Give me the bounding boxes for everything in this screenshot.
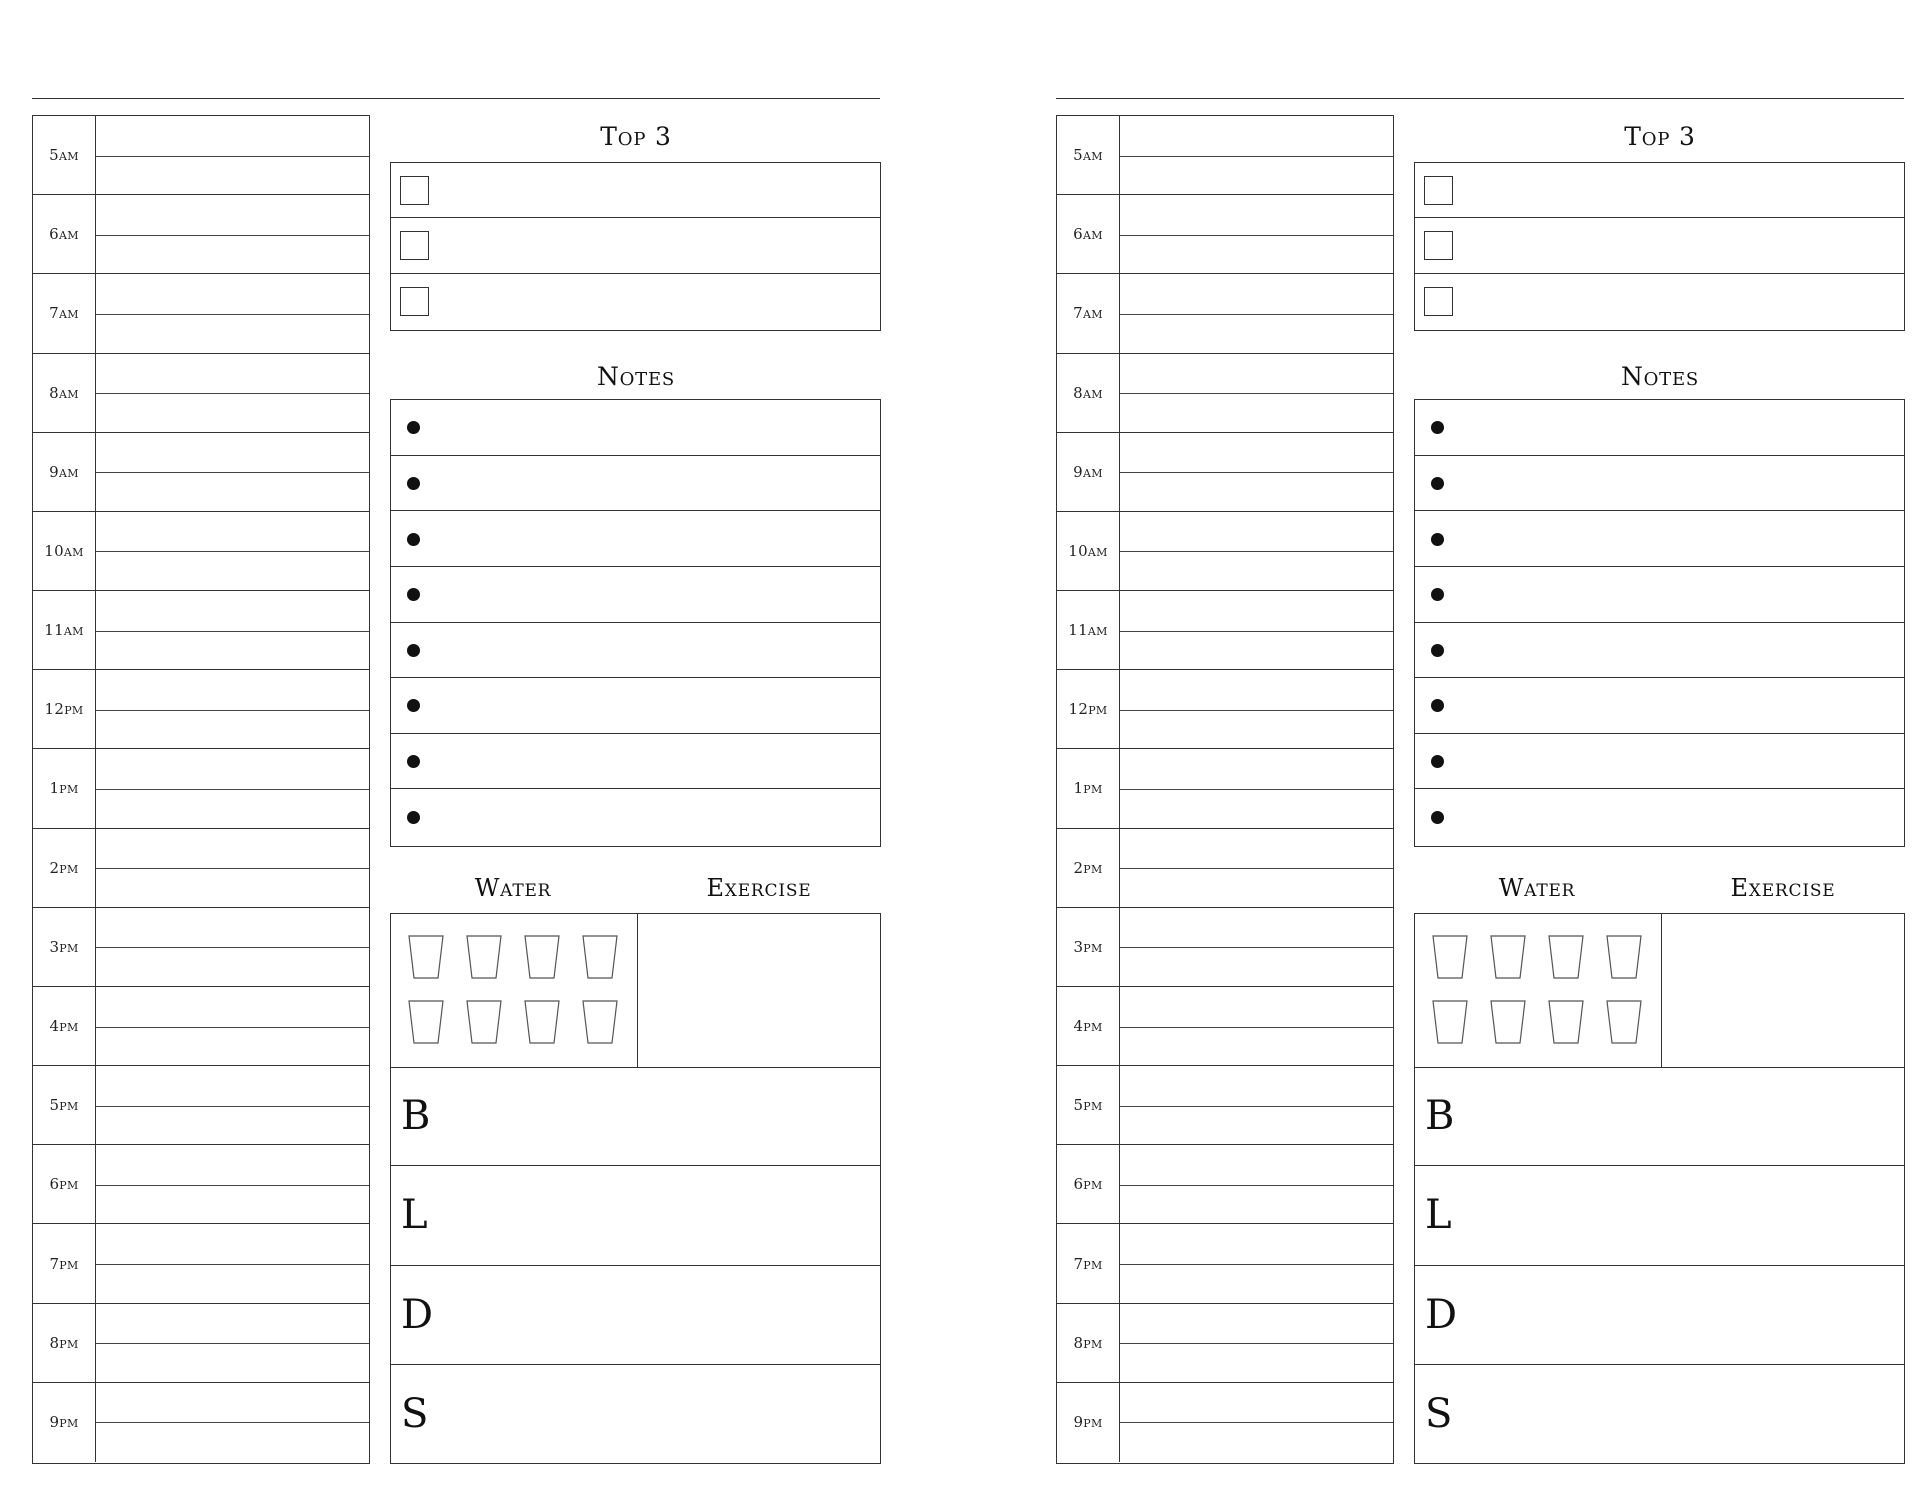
note-line[interactable] (391, 789, 880, 845)
checkbox[interactable] (400, 287, 429, 316)
half-hour-line (1120, 1185, 1393, 1186)
half-hour-line (1120, 472, 1393, 473)
meal-label: L (401, 1192, 428, 1239)
half-hour-line (96, 393, 369, 394)
bullet-icon (407, 533, 420, 546)
meals-box (1414, 1067, 1905, 1464)
hour-row[interactable] (1057, 749, 1393, 828)
bullet-icon (1431, 588, 1444, 601)
half-hour-line (1120, 393, 1393, 394)
water-cup-icon[interactable] (1547, 999, 1585, 1045)
half-hour-line (96, 1422, 369, 1423)
note-line[interactable] (1415, 734, 1904, 790)
half-hour-line (96, 631, 369, 632)
top3-item[interactable] (1415, 274, 1904, 329)
exercise-title: Exercise (1730, 874, 1836, 902)
half-hour-line (1120, 1264, 1393, 1265)
hour-row[interactable] (33, 433, 369, 512)
half-hour-line (96, 947, 369, 948)
top3-list (1414, 162, 1905, 331)
hour-label: 3pm (1057, 908, 1120, 986)
bullet-icon (407, 755, 420, 768)
water-cup-icon[interactable] (1431, 934, 1469, 980)
hour-label: 5am (1057, 116, 1120, 194)
hour-label: 8am (33, 354, 96, 432)
hour-row[interactable] (33, 195, 369, 274)
hour-label: 9am (33, 433, 96, 511)
hour-label: 7pm (33, 1224, 96, 1302)
hour-label: 9pm (33, 1383, 96, 1462)
half-hour-line (96, 1185, 369, 1186)
hour-label: 6am (1057, 195, 1120, 273)
note-line[interactable] (1415, 678, 1904, 734)
half-hour-line (1120, 551, 1393, 552)
water-cup-icon[interactable] (523, 999, 561, 1045)
half-hour-line (1120, 1422, 1393, 1423)
hourly-schedule (1056, 115, 1394, 1464)
hour-row[interactable] (33, 987, 369, 1066)
notes-title: Notes (1620, 362, 1700, 391)
water-cup-icon[interactable] (465, 934, 503, 980)
hour-label: 5am (33, 116, 96, 194)
top3-list (390, 162, 881, 331)
water-cup-icon[interactable] (1489, 999, 1527, 1045)
hourly-schedule (32, 115, 370, 1464)
half-hour-line (1120, 868, 1393, 869)
hour-label: 6pm (1057, 1145, 1120, 1223)
half-hour-line (96, 1027, 369, 1028)
note-line[interactable] (1415, 623, 1904, 679)
meal-label: D (401, 1291, 434, 1338)
note-line[interactable] (391, 511, 880, 567)
hour-label: 2pm (1057, 829, 1120, 907)
hour-row[interactable] (1057, 1145, 1393, 1224)
water-cup-icon[interactable] (523, 934, 561, 980)
hour-row[interactable] (33, 512, 369, 591)
hour-row[interactable] (33, 354, 369, 433)
bullet-icon (407, 477, 420, 490)
hour-label: 4pm (33, 987, 96, 1065)
half-hour-line (1120, 156, 1393, 157)
hour-label: 10am (1057, 512, 1120, 590)
water-cup-icon[interactable] (465, 999, 503, 1045)
hour-label: 1pm (33, 749, 96, 827)
hour-label: 4pm (1057, 987, 1120, 1065)
hour-label: 7am (1057, 274, 1120, 352)
hour-row[interactable] (33, 1066, 369, 1145)
note-line[interactable] (391, 567, 880, 623)
hour-row[interactable] (1057, 591, 1393, 670)
hour-label: 5pm (1057, 1066, 1120, 1144)
top3-item[interactable] (1415, 218, 1904, 273)
exercise-title: Exercise (706, 874, 812, 902)
top3-title: Top 3 (1624, 122, 1696, 151)
top3-item[interactable] (391, 218, 880, 273)
half-hour-line (1120, 1106, 1393, 1107)
planner-page-right (1056, 0, 1906, 1488)
top3-item[interactable] (1415, 163, 1904, 218)
checkbox[interactable] (400, 176, 429, 205)
hour-label: 1pm (1057, 749, 1120, 827)
header-rule (1056, 98, 1904, 99)
water-exercise-box (1414, 913, 1905, 1068)
note-line[interactable] (391, 734, 880, 790)
hour-row[interactable] (1057, 512, 1393, 591)
meal-row[interactable] (391, 1266, 880, 1365)
water-cup-icon[interactable] (1605, 999, 1643, 1045)
half-hour-line (96, 789, 369, 790)
meals-box (390, 1067, 881, 1464)
bullet-icon (1431, 477, 1444, 490)
meal-label: B (401, 1093, 431, 1140)
half-hour-line (96, 868, 369, 869)
bullet-icon (407, 699, 420, 712)
bullet-icon (1431, 811, 1444, 824)
planner-page-left (32, 0, 882, 1488)
half-hour-line (1120, 631, 1393, 632)
hour-label: 9am (1057, 433, 1120, 511)
meal-label: L (1425, 1192, 1452, 1239)
note-line[interactable] (1415, 567, 1904, 623)
notes-list (1414, 399, 1905, 847)
hour-label: 7pm (1057, 1224, 1120, 1302)
half-hour-line (96, 710, 369, 711)
meal-label: S (401, 1391, 429, 1438)
meal-row[interactable] (1415, 1067, 1904, 1166)
checkbox[interactable] (1424, 287, 1453, 316)
water-title: Water (474, 874, 552, 902)
bullet-icon (1431, 533, 1444, 546)
bullet-icon (1431, 421, 1444, 434)
half-hour-line (96, 1106, 369, 1107)
hour-row[interactable] (33, 1383, 369, 1462)
hour-row[interactable] (1057, 829, 1393, 908)
half-hour-line (96, 472, 369, 473)
hour-label: 7am (33, 274, 96, 352)
checkbox[interactable] (1424, 176, 1453, 205)
bullet-icon (1431, 755, 1444, 768)
meal-label: D (1425, 1291, 1458, 1338)
half-hour-line (96, 235, 369, 236)
note-line[interactable] (391, 678, 880, 734)
note-line[interactable] (1415, 456, 1904, 512)
hour-label: 6pm (33, 1145, 96, 1223)
hour-label: 11am (33, 591, 96, 669)
checkbox[interactable] (1424, 231, 1453, 260)
half-hour-line (96, 551, 369, 552)
water-title: Water (1498, 874, 1576, 902)
hour-label: 3pm (33, 908, 96, 986)
hour-label: 12pm (33, 670, 96, 748)
half-hour-line (96, 1343, 369, 1344)
hour-label: 2pm (33, 829, 96, 907)
hour-row[interactable] (1057, 987, 1393, 1066)
hour-row[interactable] (1057, 116, 1393, 195)
water-cup-icon[interactable] (1547, 934, 1585, 980)
hour-row[interactable] (1057, 1383, 1393, 1462)
water-cup-icon[interactable] (1431, 999, 1469, 1045)
hour-label: 9pm (1057, 1383, 1120, 1462)
hour-label: 8am (1057, 354, 1120, 432)
hour-row[interactable] (1057, 1224, 1393, 1303)
meal-row[interactable] (1415, 1266, 1904, 1365)
hour-row[interactable] (1057, 195, 1393, 274)
notes-title: Notes (596, 362, 676, 391)
half-hour-line (1120, 235, 1393, 236)
meal-label: S (1425, 1391, 1453, 1438)
water-cup-icon[interactable] (581, 999, 619, 1045)
half-hour-line (1120, 314, 1393, 315)
half-hour-line (96, 1264, 369, 1265)
hour-row[interactable] (33, 670, 369, 749)
hour-label: 6am (33, 195, 96, 273)
note-line[interactable] (391, 400, 880, 456)
half-hour-line (1120, 1343, 1393, 1344)
water-cup-icon[interactable] (407, 934, 445, 980)
hour-label: 8pm (1057, 1304, 1120, 1382)
hour-row[interactable] (1057, 908, 1393, 987)
notes-list (390, 399, 881, 847)
top3-title: Top 3 (600, 122, 672, 151)
hour-row[interactable] (33, 116, 369, 195)
half-hour-line (1120, 1027, 1393, 1028)
checkbox[interactable] (400, 231, 429, 260)
meal-row[interactable] (391, 1166, 880, 1265)
water-cup-icon[interactable] (407, 999, 445, 1045)
bullet-icon (407, 644, 420, 657)
note-line[interactable] (1415, 789, 1904, 845)
hour-label: 11am (1057, 591, 1120, 669)
hour-row[interactable] (33, 1304, 369, 1383)
hour-label: 12pm (1057, 670, 1120, 748)
half-hour-line (1120, 789, 1393, 790)
water-exercise-divider (637, 914, 638, 1067)
bullet-icon (407, 811, 420, 824)
hour-row[interactable] (33, 908, 369, 987)
note-line[interactable] (391, 623, 880, 679)
meal-row[interactable] (391, 1365, 880, 1464)
bullet-icon (407, 421, 420, 434)
hour-row[interactable] (1057, 354, 1393, 433)
meal-row[interactable] (391, 1067, 880, 1166)
hour-row[interactable] (1057, 670, 1393, 749)
hour-row[interactable] (33, 591, 369, 670)
hour-label: 10am (33, 512, 96, 590)
hour-row[interactable] (33, 829, 369, 908)
bullet-icon (407, 588, 420, 601)
water-exercise-box (390, 913, 881, 1068)
top3-item[interactable] (391, 163, 880, 218)
bullet-icon (1431, 699, 1444, 712)
water-cup-icon[interactable] (1489, 934, 1527, 980)
hour-row[interactable] (33, 274, 369, 353)
half-hour-line (96, 314, 369, 315)
water-cup-icon[interactable] (1605, 934, 1643, 980)
hour-row[interactable] (1057, 1066, 1393, 1145)
bullet-icon (1431, 644, 1444, 657)
hour-label: 8pm (33, 1304, 96, 1382)
meal-row[interactable] (1415, 1365, 1904, 1464)
note-line[interactable] (1415, 400, 1904, 456)
hour-row[interactable] (33, 749, 369, 828)
hour-row[interactable] (1057, 433, 1393, 512)
hour-row[interactable] (33, 1145, 369, 1224)
meal-label: B (1425, 1093, 1455, 1140)
water-cup-icon[interactable] (581, 934, 619, 980)
water-exercise-divider (1661, 914, 1662, 1067)
hour-row[interactable] (1057, 1304, 1393, 1383)
half-hour-line (96, 156, 369, 157)
note-line[interactable] (1415, 511, 1904, 567)
hour-row[interactable] (1057, 274, 1393, 353)
meal-row[interactable] (1415, 1166, 1904, 1265)
half-hour-line (1120, 947, 1393, 948)
half-hour-line (1120, 710, 1393, 711)
top3-item[interactable] (391, 274, 880, 329)
note-line[interactable] (391, 456, 880, 512)
header-rule (32, 98, 880, 99)
hour-row[interactable] (33, 1224, 369, 1303)
hour-label: 5pm (33, 1066, 96, 1144)
